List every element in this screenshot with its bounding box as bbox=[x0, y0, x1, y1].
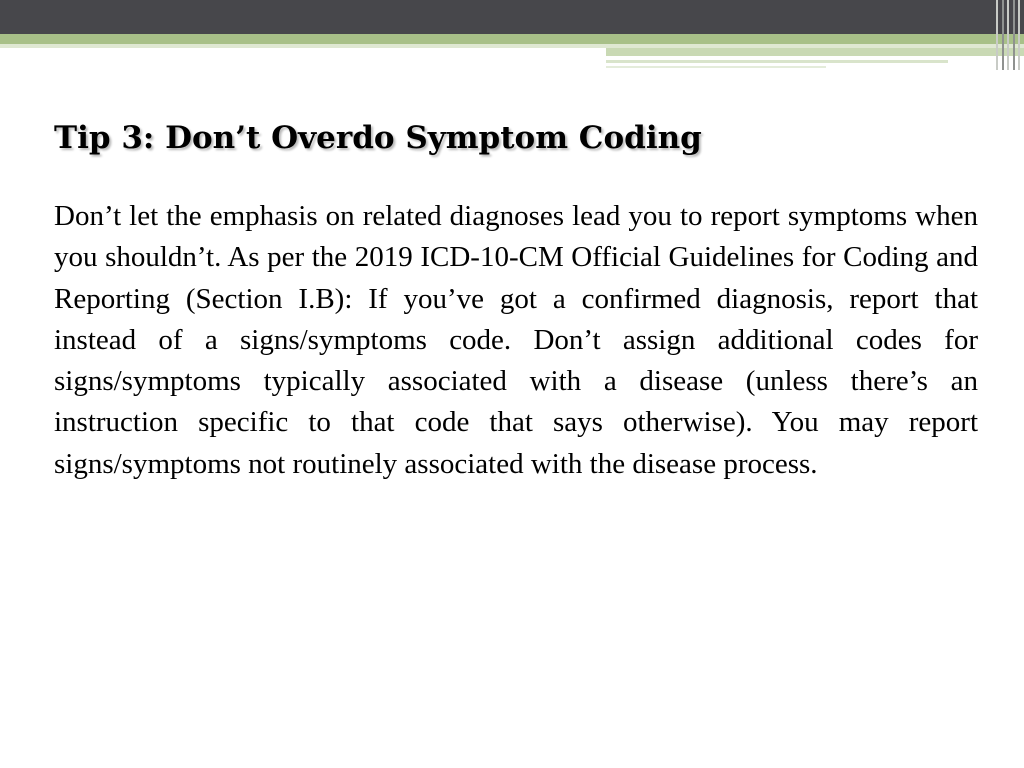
header-band-dark bbox=[0, 0, 1024, 34]
slide-body-text: Don’t let the emphasis on related diagnoses lead you to report symptoms when you shouldn’t. As per the 2019 ICD-10-CM Official Guidelines for Coding and Reporting (Section I.B): If you’ve got a confirmed diagnosis, report that instead of a signs/symptoms code. Don’t assign additional codes for signs/symptoms typically associated with a disease (unless there’s an instruction specific to that code that says otherwise). You may report signs/symptoms not routinely associated with the disease process. bbox=[54, 200, 978, 480]
corner-stripe bbox=[1002, 0, 1004, 70]
header-accent-line bbox=[606, 60, 948, 63]
corner-stripe bbox=[1013, 0, 1015, 70]
corner-stripe bbox=[1018, 0, 1020, 70]
header-accent-bar bbox=[606, 48, 1024, 56]
corner-stripes bbox=[996, 0, 1020, 70]
corner-stripe bbox=[1007, 0, 1009, 70]
header-band-green bbox=[0, 34, 1024, 44]
header-accent-line-2 bbox=[606, 66, 826, 68]
corner-stripe bbox=[996, 0, 998, 70]
slide-title: Tip 3: Don’t Overdo Symptom Coding bbox=[54, 120, 702, 156]
